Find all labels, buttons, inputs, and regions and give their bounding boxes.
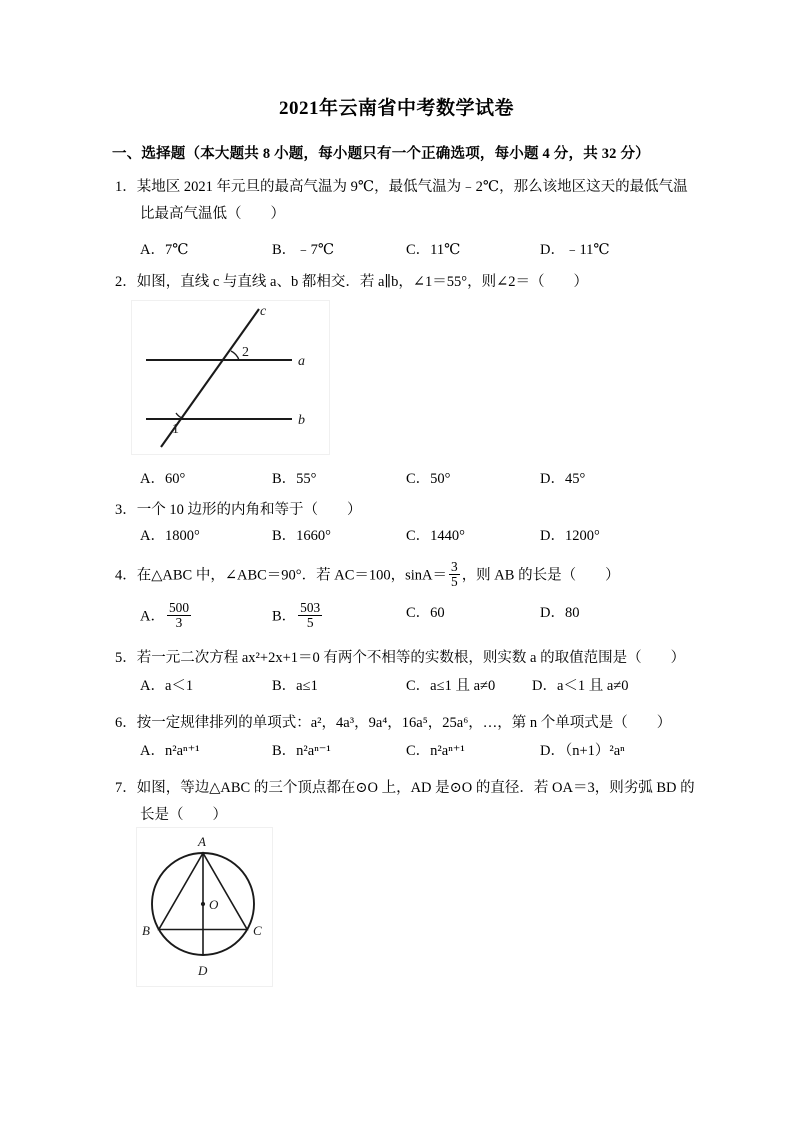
question-6-option-b[interactable]: B．n²aⁿ⁻¹ [272,743,331,759]
label-o: O [209,897,219,912]
question-3-option-a[interactable]: A．1800° [140,528,200,544]
question-7-number: 7． [115,780,137,796]
angle-2-arc [231,351,239,360]
question-7-line2: 长是（ ） [140,807,227,823]
fraction-numerator: 503 [300,600,321,615]
question-5-options [0,674,793,700]
question-3-options [0,524,793,550]
question-2-option-d[interactable]: D．45° [540,471,586,487]
question-4-option-c[interactable]: C．60 [406,605,445,621]
question-5-option-a[interactable]: A．a＜1 [140,678,194,694]
label-c: C [253,923,262,938]
question-1-option-b[interactable]: B．﹣7℃ [272,242,335,258]
question-3-option-b[interactable]: B．1660° [272,528,331,544]
fraction-numerator: 3 [451,559,458,574]
question-2-line1 [115,269,695,296]
question-2-number: 2． [115,274,137,290]
question-6-number: 6． [115,715,137,731]
question-6-option-d[interactable]: D．（n+1）²aⁿ [540,743,625,759]
question-2-options [0,467,793,493]
question-2-option-b[interactable]: B．55° [272,471,317,487]
section-header: 一、选择题（本大题共 8 小题，每小题只有一个正确选项，每小题 4 分，共 32 分） [112,146,650,162]
question-1-option-c[interactable]: C．11℃ [406,242,461,258]
question-3-number: 3． [115,502,137,518]
question-4-options [0,600,793,631]
question-4-prefix: 在△ABC 中，∠ABC＝90°．若 AC＝100，sinA＝ [136,567,448,584]
question-1-option-a[interactable]: A．7℃ [140,242,189,258]
question-5-option-c[interactable]: C．a≤1 且 a≠0 [406,678,496,694]
label-line-a: a [298,354,305,369]
option-a-label: A． [140,608,165,625]
question-2-figure [131,300,330,455]
question-3-option-c[interactable]: C．1440° [406,528,465,544]
label-angle-1: 1 [172,422,179,437]
question-4-option-a[interactable] [140,601,193,631]
question-1-number: 1． [115,179,137,195]
question-5-line1 [115,645,695,672]
question-1-line2: 比最高气温低（ ） [140,206,285,222]
fraction-denominator: 3 [167,615,191,630]
question-5-text: 若一元二次方程 ax²+2x+1＝0 有两个不相等的实数根，则实数 a 的取值范围是（ ） [136,650,686,666]
question-1-text: 某地区 2021 年元旦的最高气温为 9℃，最低气温为﹣2℃，那么该地区这天的最低气温 [136,179,688,195]
question-3-line1 [115,497,695,524]
question-3-text: 一个 10 边形的内角和等于（ ） [136,502,362,518]
page-title: 2021年云南省中考数学试卷 [278,98,514,119]
question-1-option-d[interactable]: D．﹣11℃ [540,242,610,258]
label-a: A [198,834,206,849]
fraction-denominator: 5 [451,574,458,590]
question-5-option-d[interactable]: D．a＜1 且 a≠0 [532,678,629,694]
question-6-option-a[interactable]: A．n²aⁿ⁺¹ [140,743,200,759]
label-b: B [142,923,150,938]
question-4-suffix: ，则 AB 的长是（ ） [461,567,620,584]
question-1-line1 [115,174,695,201]
question-7-text: 如图，等边△ABC 的三个顶点都在⊙O 上，AD 是⊙O 的直径．若 OA＝3，则劣弧 BD 的 [136,780,695,796]
label-d: D [198,963,208,978]
question-6-options [0,739,793,765]
parallel-lines-diagram [132,301,327,452]
question-6-text: 按一定规律排列的单项式：a²，4a³，9a⁴，16a⁵，25a⁶，…，第 n 个单项式是（ ） [136,715,672,731]
label-line-c: c [260,304,267,319]
option-b-fraction [298,601,322,631]
question-4-number: 4． [115,567,137,584]
fraction-denominator: 5 [298,615,322,630]
question-5-number: 5． [115,650,137,666]
question-6-option-c[interactable]: C．n²aⁿ⁺¹ [406,743,465,759]
question-1-options [0,238,793,264]
question-2-option-c[interactable]: C．50° [406,471,451,487]
option-b-label: B． [272,608,297,625]
question-7-figure [136,827,273,987]
option-a-fraction [167,601,191,631]
question-4-sin-fraction [449,560,460,590]
question-2-option-a[interactable]: A．60° [140,471,186,487]
question-2-text: 如图，直线 c 与直线 a、b 都相交．若 a∥b，∠1＝55°，则∠2＝（ ） [136,274,588,290]
question-4-option-d[interactable]: D．80 [540,605,580,621]
circle-triangle-diagram [137,828,270,984]
question-4-line1 [115,560,695,590]
question-5-option-b[interactable]: B．a≤1 [272,678,318,694]
question-6-line1 [115,710,695,737]
question-3-option-d[interactable]: D．1200° [540,528,600,544]
label-angle-2: 2 [242,345,249,360]
center-point-o [201,902,205,906]
question-7-line1 [115,775,695,802]
fraction-numerator: 500 [168,600,189,615]
question-4-option-b[interactable] [272,601,324,631]
label-line-b: b [298,413,305,428]
